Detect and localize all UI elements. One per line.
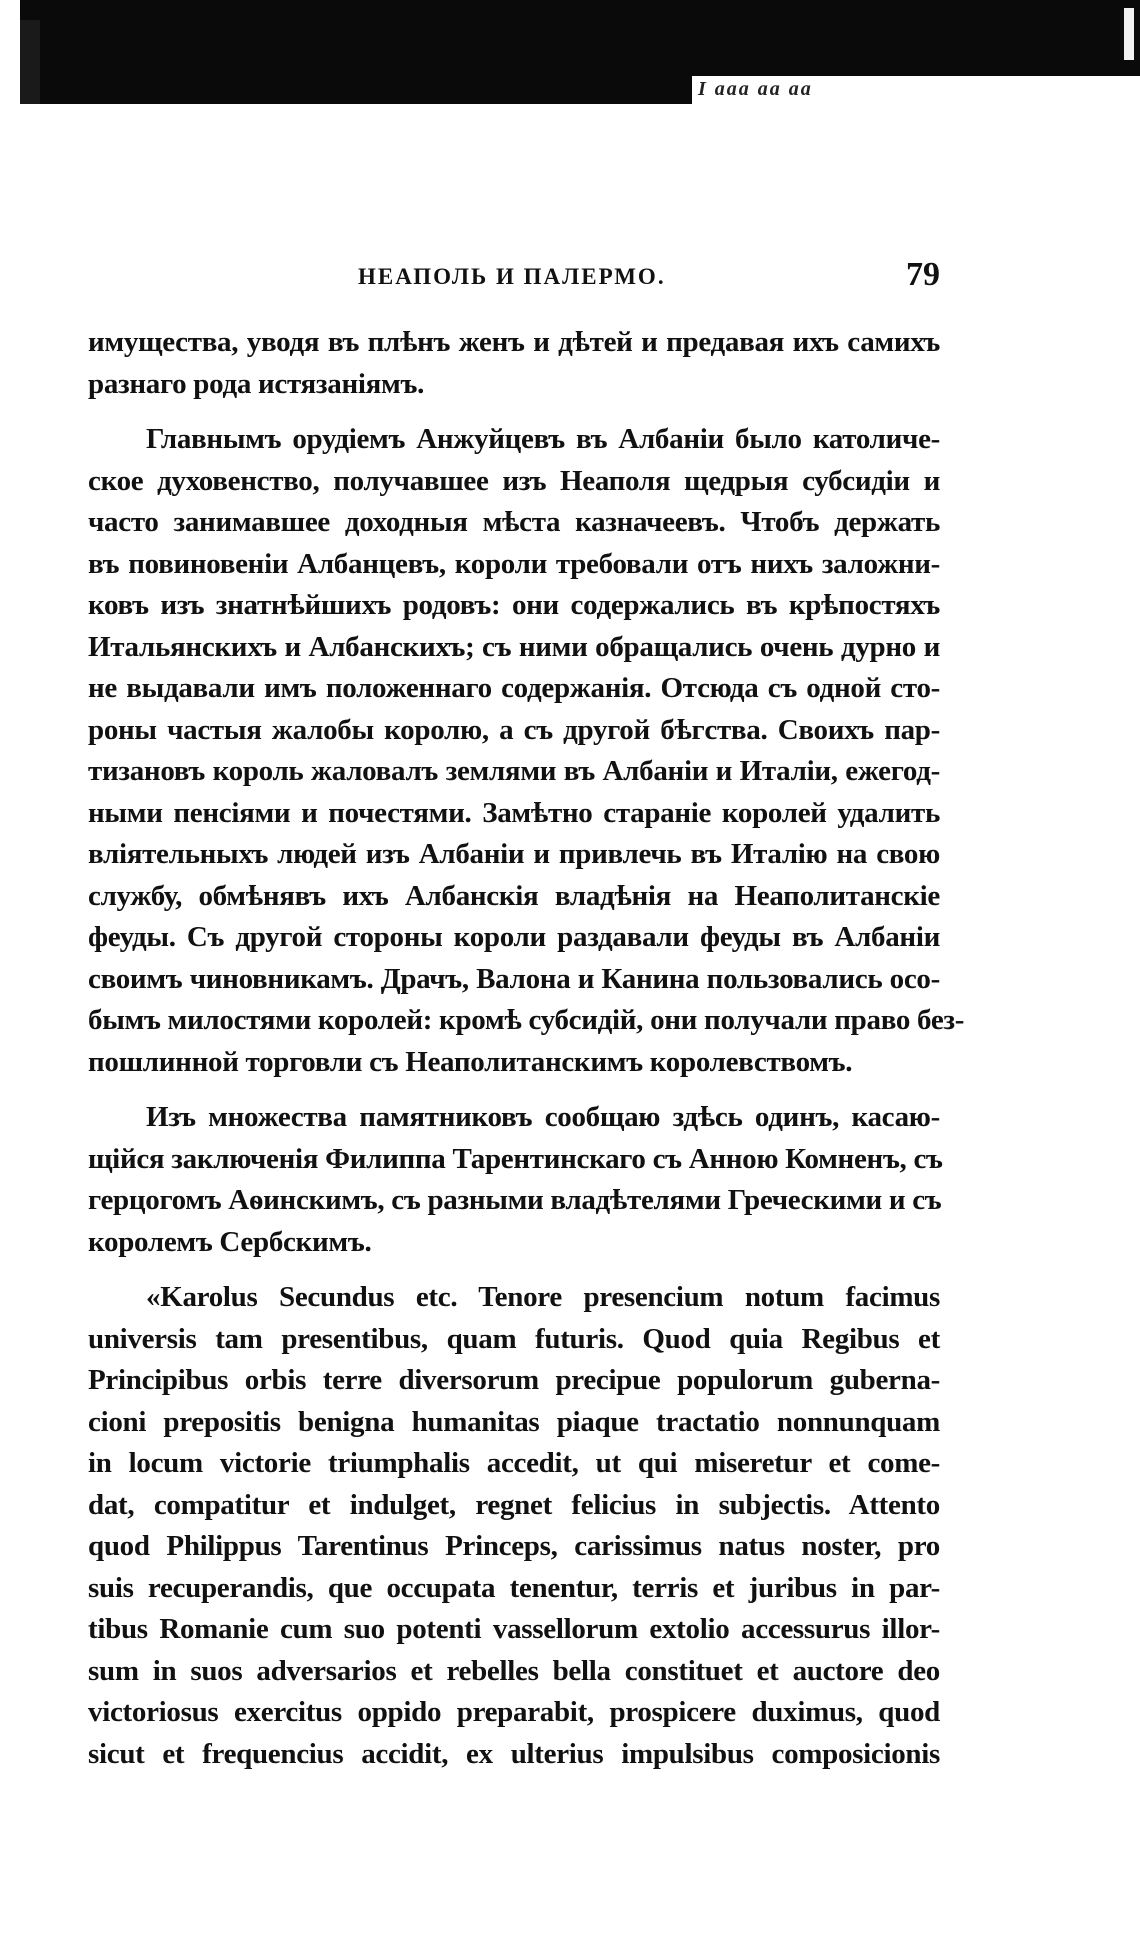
latin-quotation <box>88 1277 940 1775</box>
text-line: in locum victorie triumphalis accedit, ut qui miseretur et come- <box>88 1447 940 1479</box>
text-line: ковъ изъ знатнѣйшихъ родовъ: они содержались въ крѣпостяхъ <box>88 589 940 621</box>
text-line: sum in suos adversarios et rebelles bella constituet et auctore deo <box>88 1654 940 1687</box>
text-line: quod Philippus Tarentinus Princeps, carissimus natus noster, pro <box>88 1530 940 1562</box>
running-head: НЕАПОЛЬ И ПАЛЕРМО. <box>358 264 666 289</box>
text-line: феуды. Съ другой стороны короли раздавали феуды въ Албаніи <box>88 921 940 953</box>
text-line: suis recuperandis, que occupata tenentur, terris et juribus in par- <box>88 1571 940 1604</box>
text-line: роны частыя жалобы королю, а съ другой бѣгства. Своихъ пар- <box>88 713 940 746</box>
text-line: пошлинной торговли съ Неаполитанскимъ королевствомъ. <box>88 1045 853 1078</box>
text-body <box>88 322 965 1775</box>
scan-edge-shadow <box>20 20 40 104</box>
scan-dark-band <box>20 0 1140 104</box>
text-line: universis tam presentibus, quam futuris. Quod quia Regibus et <box>88 1322 940 1355</box>
page-number: 79 <box>906 256 940 293</box>
text-line: Главнымъ орудіемъ Анжуйцевъ въ Албаніи было католиче- <box>146 423 940 455</box>
scan-band-text: I ааа аа аа <box>698 78 813 100</box>
text-line: ское духовенство, получавшее изъ Неаполя щедрыя субсидіи и <box>88 464 940 497</box>
text-line: Изъ множества памятниковъ сообщаю здѣсь одинъ, касаю- <box>146 1101 940 1133</box>
paragraph <box>88 419 965 1083</box>
text-line: вліятельныхъ людей изъ Албаніи и привлечь въ Италію на свою <box>88 838 940 870</box>
page-header <box>88 256 940 300</box>
text-line: имущества, уводя въ плѣнъ женъ и дѣтей и предавая ихъ самихъ <box>88 326 940 358</box>
text-line: sicut et frequencius accidit, ex ulterius impulsibus composicionis <box>88 1737 940 1770</box>
text-line: герцогомъ Аѳинскимъ, съ разными владѣтелями Греческими и съ <box>88 1184 942 1216</box>
text-line: dat, compatitur et indulget, regnet felicius in subjectis. Attento <box>88 1488 940 1521</box>
text-line: бымъ милостями королей: кромѣ субсидій, они получали право без- <box>88 1004 965 1036</box>
text-line: щійся заключенія Филиппа Тарентинскаго съ Анною Комненъ, съ <box>88 1142 943 1175</box>
text-line: Итальянскихъ и Албанскихъ; съ ними обращались очень дурно и <box>88 630 940 663</box>
paragraph <box>88 322 940 405</box>
text-line: victoriosus exercitus oppido preparabit, prospicere duximus, quod <box>88 1696 940 1728</box>
text-line: не выдавали имъ положеннаго содержанія. Отсюда съ одной сто- <box>88 672 940 704</box>
text-line: въ повиновеніи Албанцевъ, короли требовали отъ нихъ заложни- <box>88 547 940 580</box>
text-line: своимъ чиновникамъ. Драчъ, Валона и Канина пользовались осо- <box>88 962 940 995</box>
text-line: cioni prepositis benigna humanitas piaque tractatio nonnunquam <box>88 1405 940 1438</box>
text-line: Principibus orbis terre diversorum precipue populorum guberna- <box>88 1364 940 1396</box>
text-line: службу, обмѣнявъ ихъ Албанскія владѣнія на Неаполитанскіе <box>88 879 940 912</box>
text-line: часто занимавшее доходныя мѣста казначеевъ. Чтобъ держать <box>88 506 940 538</box>
text-line: разнаго рода истязаніямъ. <box>88 367 425 400</box>
paragraph <box>88 1097 943 1263</box>
text-line: «Karolus Secundus etc. Tenore presencium notum facimus <box>146 1281 940 1313</box>
text-line: ными пенсіями и почестями. Замѣтно стараніе королей удалить <box>88 796 940 829</box>
text-line: тизановъ король жаловалъ землями въ Албаніи и Италіи, ежегод- <box>88 755 940 787</box>
scan-edge-mark <box>1124 8 1134 60</box>
text-line: королемъ Сербскимъ. <box>88 1225 372 1258</box>
text-line: tibus Romanie cum suo potenti vassellorum extolio accessurus illor- <box>88 1613 940 1645</box>
